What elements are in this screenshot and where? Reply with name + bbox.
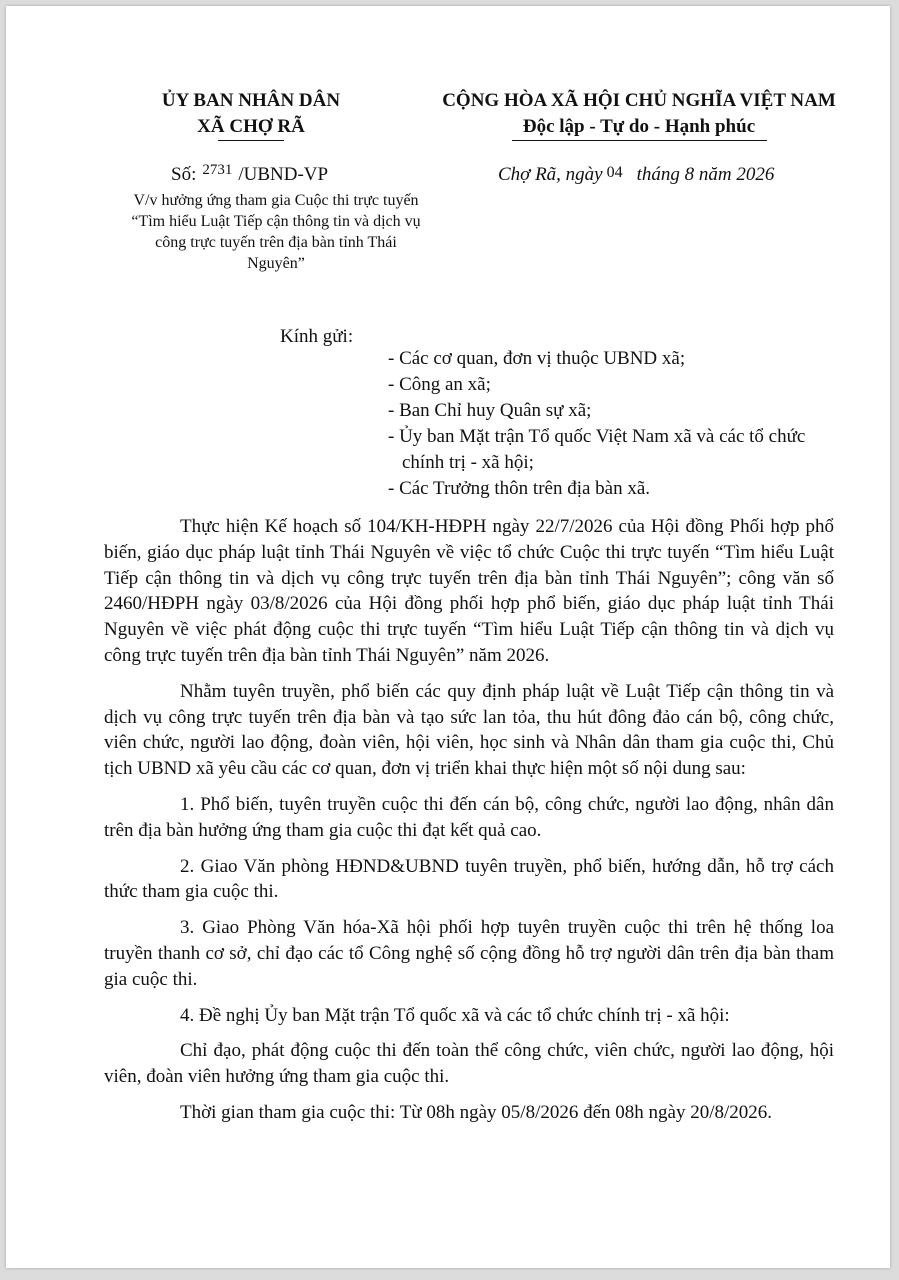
body-paragraph: Chỉ đạo, phát động cuộc thi đến toàn thể công chức, viên chức, người lao động, hội viên, đoàn viên hưởng ứng tham gia cuộc thi. (104, 1040, 834, 1088)
national-name: CỘNG HÒA XÃ HỘI CHỦ NGHĨA VIỆT NAM (442, 90, 836, 111)
authority-line-2: XÃ CHỢ RÃ (197, 116, 305, 137)
recipient-item: - Ủy ban Mặt trận Tổ quốc Việt Nam xã và các tổ chức chính trị - xã hội; (388, 426, 806, 473)
date-prefix: Chợ Rã, ngày (498, 164, 603, 185)
national-title (416, 88, 862, 141)
recipient-item: - Các cơ quan, đơn vị thuộc UBND xã; (388, 348, 686, 369)
body-paragraph: 3. Giao Phòng Văn hóa-Xã hội phối hợp tuyên truyền cuộc thi trên hệ thống loa truyền thanh cơ sở, chỉ đạo các tổ Công nghệ số cộng đồng hỗ trợ người dân trên địa bàn tham gia cuộc thi. (104, 917, 834, 990)
number-suffix: /UBND-VP (238, 164, 329, 185)
number-prefix: Số: (171, 164, 197, 185)
document-number (171, 162, 328, 189)
number-value: 2731 (202, 162, 233, 178)
issuing-authority (116, 88, 386, 141)
authority-underline (218, 140, 284, 141)
document-page (6, 6, 890, 1268)
date-day: 04 (606, 164, 623, 181)
date-rest: tháng 8 năm 2026 (636, 164, 775, 185)
body-paragraph: Thực hiện Kế hoạch số 104/KH-HĐPH ngày 22/7/2026 của Hội đồng Phối hợp phổ biến, giáo dục pháp luật tỉnh Thái Nguyên về việc tổ chức Cuộc thi trực tuyến “Tìm hiểu Luật Tiếp cận thông tin và dịch vụ công trực tuyến trên địa bàn tỉnh Thái Nguyên”; công văn số 2460/HĐPH ngày 03/8/2026 của Hội đồng phối hợp phổ biến, giáo dục pháp luật tỉnh Thái Nguyên về việc phát động cuộc thi trực tuyến “Tìm hiểu Luật Tiếp cận thông tin và dịch vụ công trực tuyến trên địa bàn tỉnh Thái Nguyên” năm 2026. (104, 516, 834, 666)
body-paragraph: Thời gian tham gia cuộc thi: Từ 08h ngày 05/8/2026 đến 08h ngày 20/8/2026. (180, 1101, 773, 1123)
body-paragraph: 4. Đề nghị Ủy ban Mặt trận Tổ quốc xã và các tổ chức chính trị - xã hội: (180, 1004, 730, 1026)
recipient-item: - Các Trưởng thôn trên địa bàn xã. (388, 478, 651, 499)
greeting: Kính gửi: (280, 326, 354, 347)
recipient-item: - Ban Chỉ huy Quân sự xã; (388, 400, 592, 421)
motto-underline (512, 140, 767, 141)
place-date (498, 162, 774, 189)
recipient-item: - Công an xã; (388, 374, 491, 395)
body-paragraph: 1. Phổ biến, tuyên truyền cuộc thi đến cán bộ, công chức, người lao động, nhân dân trên địa bàn hưởng ứng tham gia cuộc thi đạt kết quả cao. (104, 793, 834, 841)
body-paragraph: Nhằm tuyên truyền, phổ biến các quy định pháp luật về Luật Tiếp cận thông tin và dịch vụ công trực tuyến trên địa bàn và tạo sức lan tỏa, thu hút đông đảo cán bộ, công chức, viên chức, người lao động, đoàn viên, hội viên, học sinh và Nhân dân tham gia cuộc thi, Chủ tịch UBND xã yêu cầu các cơ quan, đơn vị triển khai thực hiện một số nội dung sau: (104, 680, 834, 780)
recipient-list (388, 346, 828, 502)
national-motto: Độc lập - Tự do - Hạnh phúc (522, 116, 756, 137)
document-body (104, 514, 834, 1136)
authority-line-1: ỦY BAN NHÂN DÂN (161, 90, 341, 111)
body-paragraph: 2. Giao Văn phòng HĐND&UBND tuyên truyền, phổ biến, hướng dẫn, hỗ trợ cách thức tham gia cuộc thi. (104, 855, 834, 903)
document-subject: V/v hưởng ứng tham gia Cuộc thi trực tuyến “Tìm hiểu Luật Tiếp cận thông tin và dịch vụ công trực tuyến trên địa bàn tỉnh Thái Nguyên” (131, 192, 421, 272)
